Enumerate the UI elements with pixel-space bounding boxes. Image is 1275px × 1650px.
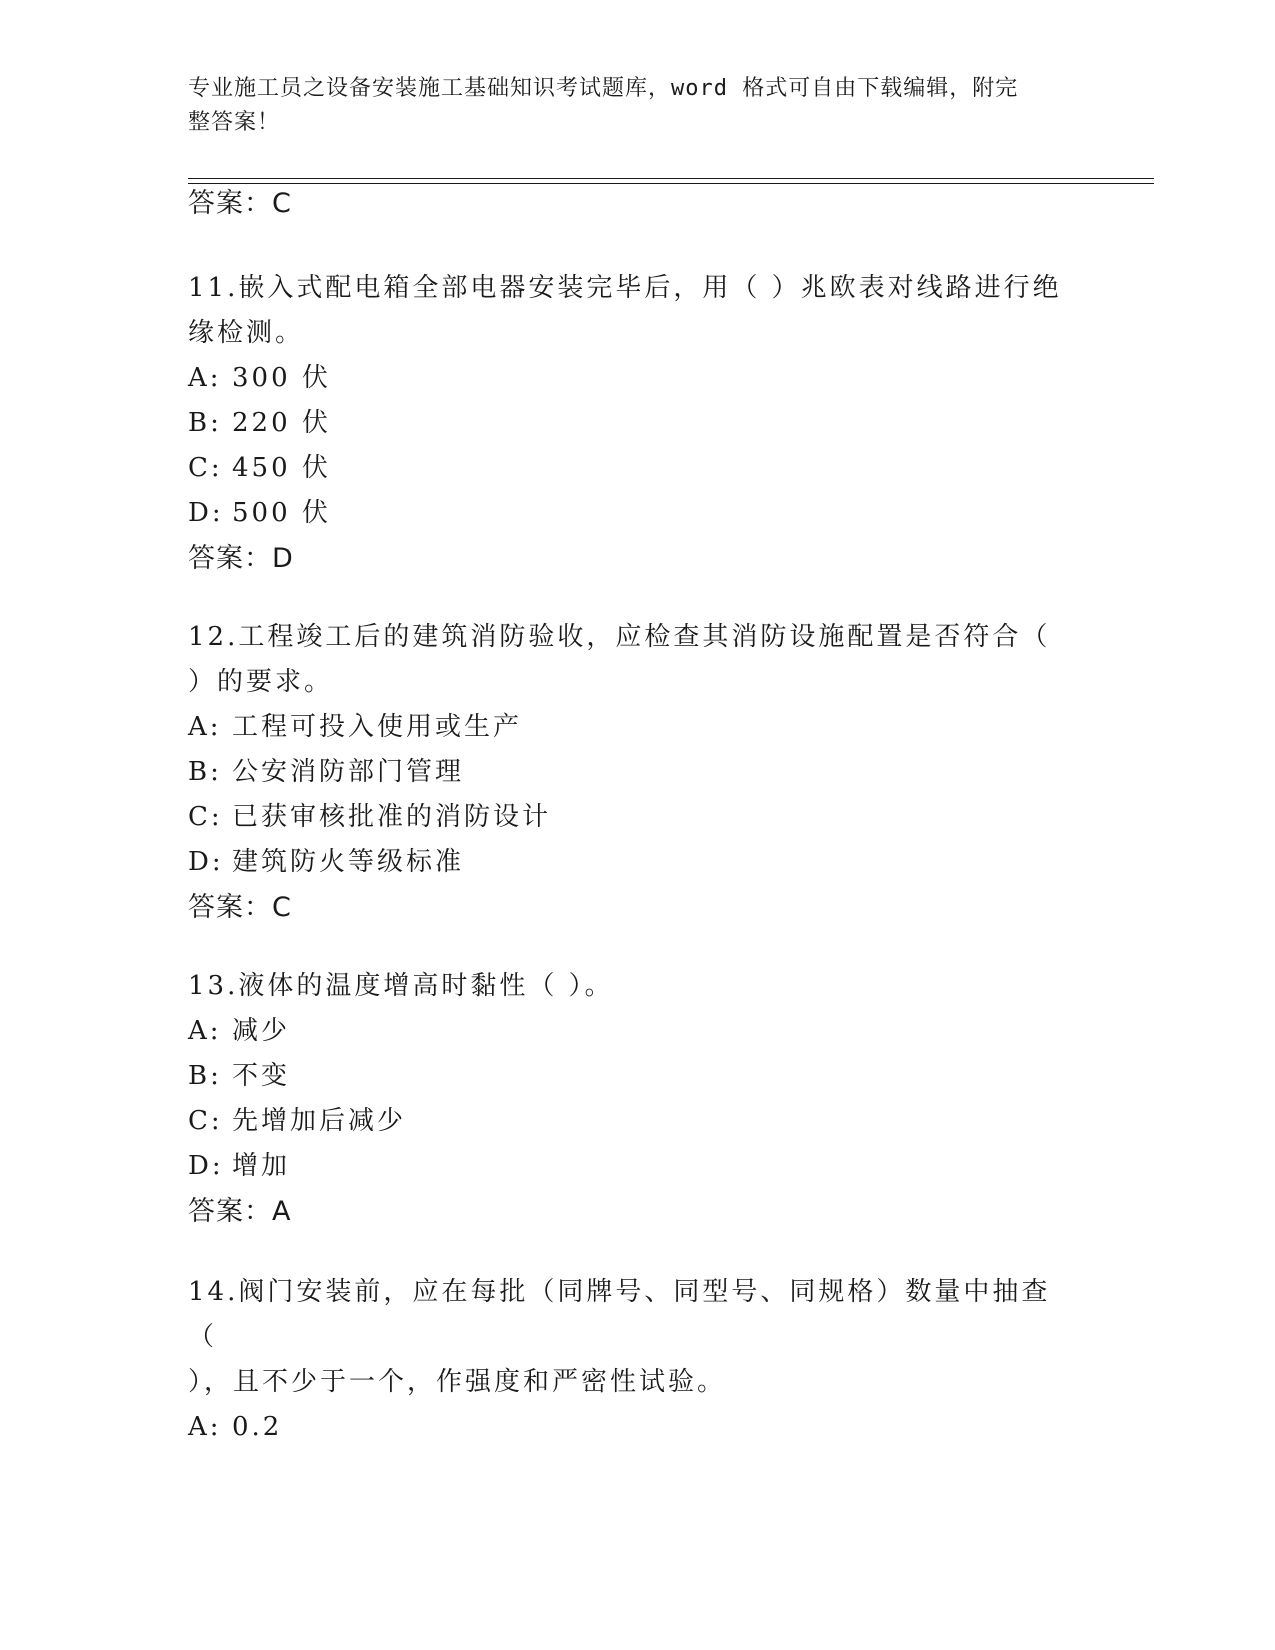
option-key: A: (188, 363, 222, 393)
option-b (188, 1054, 1068, 1099)
option-key: D: (188, 498, 224, 528)
option-a (188, 1405, 1068, 1450)
answer: 答案：D (188, 543, 294, 574)
option-key: C: (188, 453, 223, 483)
option-text: 建筑防火等级标准 (232, 847, 465, 877)
option-text: 公安消防部门管理 (232, 757, 465, 787)
option-text: 450 伏 (232, 453, 331, 483)
header-line-2: 整答案！ (188, 110, 281, 135)
option-key: A: (188, 1412, 222, 1442)
option-key: A: (188, 1016, 222, 1046)
option-a (188, 705, 1068, 750)
answer: 答案：C (188, 892, 292, 923)
option-text: 先增加后减少 (232, 1106, 407, 1136)
option-d (188, 1144, 1068, 1189)
option-text: 500 伏 (232, 498, 331, 528)
question-stem (188, 964, 1068, 1009)
option-text: 220 伏 (232, 408, 331, 438)
option-text: 已获审核批准的消防设计 (232, 802, 552, 832)
question-stem (188, 266, 1068, 356)
header-line-1: 专业施工员之设备安装施工基础知识考试题库，word 格式可自由下载编辑，附完 (188, 76, 1019, 101)
option-text: 增加 (232, 1151, 291, 1181)
option-a (188, 356, 1068, 401)
option-key: B: (188, 408, 222, 438)
option-d (188, 491, 1068, 536)
option-text: 工程可投入使用或生产 (232, 712, 523, 742)
option-key: B: (188, 757, 222, 787)
option-text: 0.2 (232, 1412, 283, 1442)
question-13 (188, 964, 1068, 1234)
question-stem (188, 615, 1068, 705)
option-key: D: (188, 847, 224, 877)
option-a (188, 1009, 1068, 1054)
previous-answer: 答案：C (188, 188, 292, 219)
option-text: 300 伏 (232, 363, 331, 393)
header-note (188, 72, 1068, 140)
question-stem-line: 13.液体的温度增高时黏性（ ）。 (188, 971, 614, 1001)
option-key: B: (188, 1061, 222, 1091)
answer: 答案：A (188, 1196, 292, 1227)
option-c (188, 446, 1068, 491)
option-key: A: (188, 712, 222, 742)
option-text: 减少 (232, 1016, 291, 1046)
option-b (188, 750, 1068, 795)
option-key: C: (188, 802, 223, 832)
question-11 (188, 266, 1068, 581)
header-divider-top (188, 178, 1154, 179)
question-14 (188, 1270, 1068, 1450)
option-text: 不变 (232, 1061, 291, 1091)
option-d (188, 840, 1068, 885)
question-stem-line: ）的要求。 (188, 667, 334, 697)
option-key: C: (188, 1106, 223, 1136)
question-stem (188, 1270, 1068, 1405)
question-stem-line: 12.工程竣工后的建筑消防验收，应检查其消防设施配置是否符合（ (188, 622, 1051, 652)
question-12 (188, 615, 1068, 930)
option-c (188, 1099, 1068, 1144)
option-key: D: (188, 1151, 224, 1181)
header-divider-bottom (188, 183, 1154, 184)
question-stem-line: 14.阀门安装前，应在每批（同牌号、同型号、同规格）数量中抽查（ (188, 1277, 1051, 1352)
question-stem-line: 缘检测。 (188, 318, 305, 348)
option-c (188, 795, 1068, 840)
option-b (188, 401, 1068, 446)
question-stem-line: ），且不少于一个，作强度和严密性试验。 (188, 1367, 727, 1397)
question-stem-line: 11.嵌入式配电箱全部电器安装完毕后，用（ ）兆欧表对线路进行绝 (188, 273, 1062, 303)
